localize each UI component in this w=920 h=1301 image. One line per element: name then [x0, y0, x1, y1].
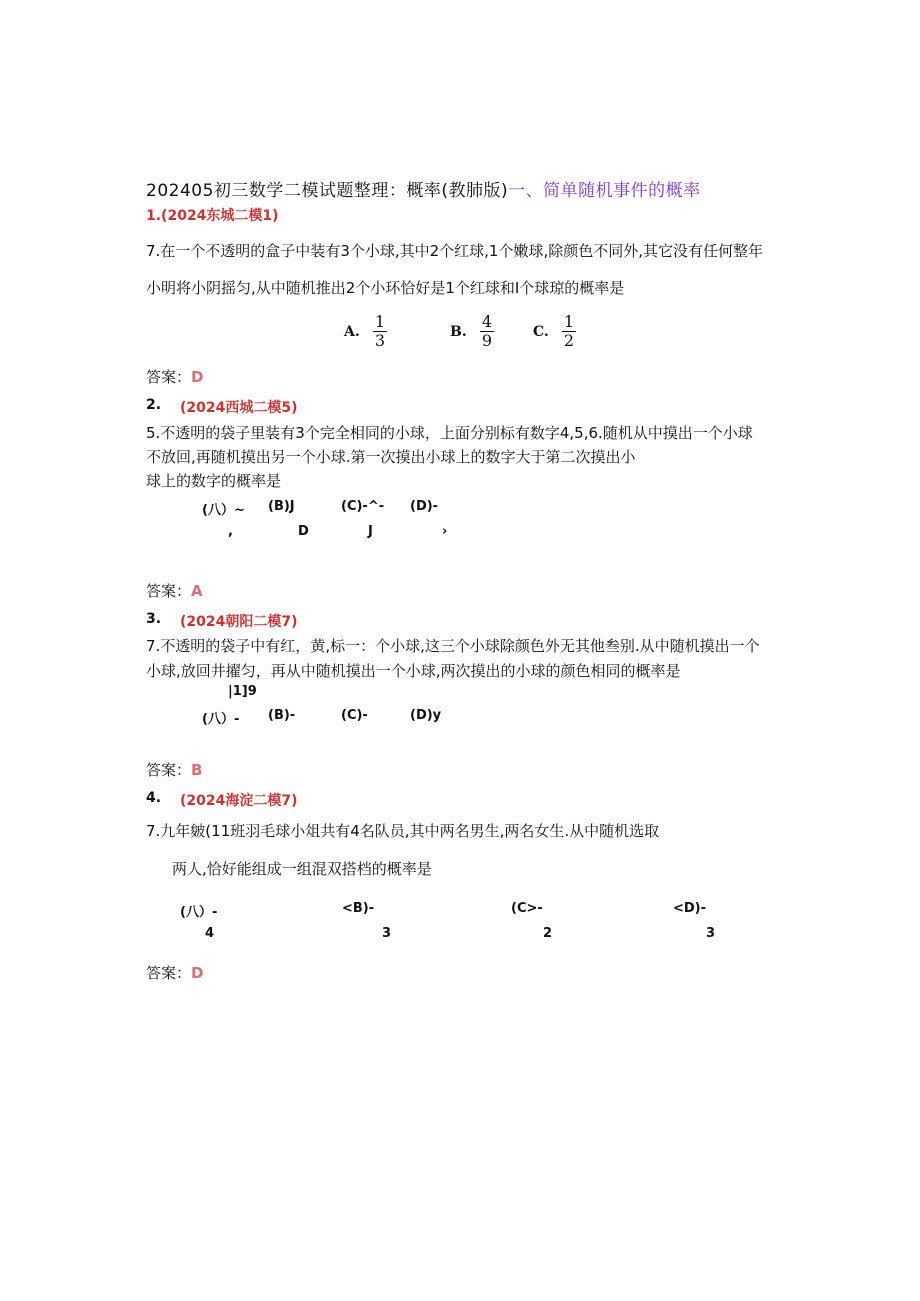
option-label: A.	[344, 323, 360, 340]
fraction	[480, 313, 494, 350]
q3-option-a: (八）-	[202, 712, 240, 727]
q1-line2: 小明将小阴摇匀,从中随机推出2个小环恰好是1个红球和I个球琼的概率是	[146, 279, 625, 297]
q1-source: 1.(2024东城二模1)	[146, 208, 279, 224]
q3-answer	[146, 759, 202, 780]
q2-source: (2024西城二模5)	[180, 400, 298, 416]
q2-line1: 5.不透明的袋子里装有3个完全相同的小球，上面分别标有数字4,5,6.随机从中摸出一个小球	[146, 424, 753, 442]
numerator: 1	[563, 312, 575, 331]
q4-line1: 7.九年皴(11班羽毛球小俎共有4名队员,其中两名男生,两名女生.从中随机选取	[146, 822, 660, 840]
answer-value: D	[191, 368, 204, 386]
title-main: 202405初三数学二模试题整理：概率(教肺版)	[146, 181, 509, 201]
q4-option-b: <B)-	[342, 901, 375, 916]
q3-source: (2024朝阳二模7)	[180, 614, 298, 630]
q4-line2: 两人,恰好能组成一组混双搭档的概率是	[172, 860, 432, 878]
numerator: 4	[481, 312, 492, 331]
q2-option-d: (D)-	[410, 499, 439, 514]
q4-option-c: (C>-	[511, 901, 543, 916]
q4-option-b-den: 3	[382, 926, 392, 941]
q3-option-b: (B)-	[268, 708, 296, 723]
section-heading: 一、简单随机事件的概率	[508, 181, 701, 201]
page-title	[146, 176, 701, 201]
q2-answer	[146, 580, 203, 601]
denominator: 2	[563, 331, 575, 350]
q3-option-c: (C)-	[341, 708, 368, 723]
answer-value: A	[191, 582, 203, 600]
q4-option-c-den: 2	[543, 926, 553, 941]
q2-line3: 球上的数字的概率是	[146, 472, 282, 490]
q4-source: (2024海淀二模7)	[180, 793, 298, 809]
answer-value: D	[191, 964, 204, 982]
q2-number: 2.	[146, 397, 162, 413]
q4-option-a: (八）-	[180, 905, 218, 920]
q2-option-c: (C)-^-	[341, 499, 385, 514]
fraction	[562, 313, 576, 350]
denominator: 9	[481, 331, 492, 350]
q3-line1: 7.不透明的袋子中有红，黄,标一：个小球,这三个小球除颜色外无其他叁别.从中随机摸出一个	[146, 637, 760, 655]
q3-number: 3.	[146, 611, 162, 627]
q3-line2: 小球,放回井擢匀，再从中随机摸出一个小球,两次摸出的小球的颜色相同的概率是	[146, 662, 681, 680]
q2-option-a-den: ,	[228, 524, 233, 539]
q2-option-d-den: ›	[442, 524, 448, 539]
q3-option-d: (D)y	[410, 708, 442, 723]
answer-label: 答案：	[146, 582, 192, 600]
numerator: 1	[374, 312, 386, 331]
q4-option-d-den: 3	[706, 926, 716, 941]
q4-number: 4.	[146, 790, 162, 806]
q1-option-a	[344, 313, 387, 350]
q4-option-d: <D)-	[673, 901, 707, 916]
denominator: 3	[374, 331, 386, 350]
q4-option-a-den: 4	[205, 926, 215, 941]
q2-option-a: (八）~	[202, 503, 245, 518]
answer-label: 答案：	[146, 964, 192, 982]
option-label: B.	[450, 323, 467, 340]
q2-option-c-den: J	[368, 524, 373, 539]
answer-value: B	[191, 761, 203, 779]
q1-answer	[146, 366, 203, 387]
q1-option-b	[450, 313, 494, 350]
q4-answer	[146, 962, 203, 983]
option-label: C.	[533, 323, 549, 340]
answer-label: 答案：	[146, 761, 192, 779]
q2-option-b: (B)J	[268, 499, 295, 514]
q1-line1: 7.在一个不透明的盒子中装有3个小球,其中2个红球,1个嫩球,除颜色不同外,其它没有任何整年	[146, 242, 764, 260]
q1-option-c	[533, 313, 576, 350]
q2-option-b-den: D	[298, 524, 309, 539]
answer-label: 答案：	[146, 368, 192, 386]
fraction	[373, 313, 387, 350]
q3-line3: |1]9	[228, 684, 257, 699]
q2-line2: 不放回,再随机摸出另一个小球.第一次摸出小球上的数字大于第二次摸出小	[146, 448, 636, 466]
